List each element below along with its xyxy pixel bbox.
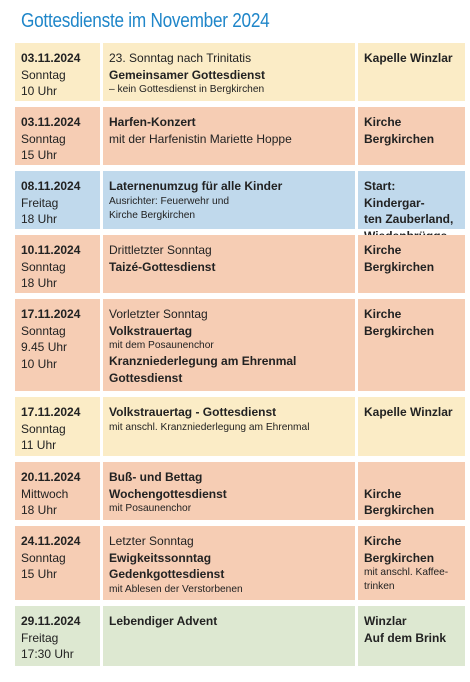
date-text: 08.11.2024 [21, 179, 81, 193]
location-text: Kirche [364, 486, 402, 501]
event-text: Letzter Sonntag [109, 534, 194, 548]
location-cell [358, 299, 465, 391]
table-row [15, 397, 465, 456]
date-detail: Sonntag [21, 421, 66, 436]
location-cell [358, 107, 465, 165]
location-text: Bergkirchen [364, 503, 435, 518]
event-text: Lebendiger Advent [109, 614, 218, 628]
event-text: Laternenumzug für alle Kinder [109, 179, 283, 193]
event-text: Vorletzter Sonntag [109, 307, 208, 321]
event-text: Wochengottesdienst [109, 486, 227, 501]
event-cell [103, 462, 358, 520]
date-detail: 17:30 Uhr [21, 647, 74, 662]
event-cell [103, 606, 358, 666]
location-text: Kirche [364, 534, 402, 548]
date-detail: Sonntag [21, 131, 66, 146]
date-text: 10.11.2024 [21, 243, 81, 257]
date-detail: Sonntag [21, 323, 66, 338]
location-cell [358, 43, 465, 101]
location-cell [358, 606, 465, 666]
table-row [15, 171, 465, 229]
location-text: Auf dem Brink [364, 630, 447, 645]
date-detail: 15 Uhr [21, 148, 58, 163]
event-text: mit der Harfenistin Mariette Hoppe [109, 131, 292, 146]
date-detail: Freitag [21, 195, 59, 210]
event-cell [103, 397, 358, 456]
date-text: 03.11.2024 [21, 115, 81, 129]
table-row [15, 107, 465, 165]
location-text: Kirche [364, 243, 402, 257]
event-text: Volkstrauertag [109, 323, 193, 338]
date-text: 20.11.2024 [21, 470, 81, 484]
event-text: – kein Gottesdienst in Bergkirchen [109, 84, 265, 96]
date-detail: Sonntag [21, 259, 66, 274]
date-cell [15, 171, 103, 229]
date-detail: Freitag [21, 630, 59, 645]
event-cell [103, 526, 358, 600]
date-text: 03.11.2024 [21, 51, 81, 65]
services-table [15, 43, 465, 672]
table-row [15, 526, 465, 600]
date-cell [15, 43, 103, 101]
date-detail: 11 Uhr [21, 438, 57, 453]
table-row [15, 606, 465, 666]
location-text: Bergkirchen [364, 550, 435, 565]
event-text: Ausrichter: Feuerwehr und [109, 195, 230, 207]
location-text: Bergkirchen [364, 259, 435, 274]
location-text [364, 469, 459, 486]
location-text: Bergkirchen [364, 131, 435, 146]
date-cell [15, 526, 103, 600]
event-text: Harfen-Konzert [109, 115, 196, 129]
location-text: Bergkirchen [364, 323, 435, 338]
date-detail: Sonntag [21, 550, 66, 565]
date-cell [15, 107, 103, 165]
table-row [15, 462, 465, 520]
table-row [15, 43, 465, 101]
location-text: Kapelle Winzlar [364, 51, 453, 65]
table-row [15, 299, 465, 391]
location-text: ten Zauberland, [364, 212, 454, 227]
date-detail: 15 Uhr [21, 567, 58, 582]
location-text: Winzlar [364, 614, 407, 628]
table-row [15, 235, 465, 293]
event-text: Taizé-Gottesdienst [109, 259, 216, 274]
event-text: Kranzniederlegung am Ehrenmal [109, 354, 297, 369]
location-text: Kirche [364, 307, 402, 321]
location-cell [358, 171, 465, 229]
date-detail: 18 Uhr [21, 503, 58, 518]
event-cell [103, 107, 358, 165]
event-text: Gottesdienst [109, 370, 183, 385]
location-text: trinken [364, 581, 395, 593]
event-text: mit Ablesen der Verstorbenen [109, 583, 243, 595]
event-text: Kirche Bergkirchen [109, 209, 196, 221]
date-text: 17.11.2024 [21, 307, 81, 321]
location-text: mit anschl. Kaffee- [364, 567, 449, 579]
location-text: Kapelle Winzlar [364, 405, 453, 419]
date-detail: 10 Uhr [21, 84, 58, 99]
date-detail: 18 Uhr [21, 276, 58, 291]
location-cell [358, 397, 465, 456]
event-text: Buß- und Bettag [109, 470, 203, 484]
event-text: mit anschl. Kranzniederlegung am Ehrenmal [109, 421, 310, 433]
event-text: mit dem Posaunenchor [109, 340, 214, 352]
date-text: 24.11.2024 [21, 534, 81, 548]
date-detail: Sonntag [21, 67, 66, 82]
location-cell [358, 235, 465, 293]
event-text: 23. Sonntag nach Trinitatis [109, 51, 252, 65]
date-cell [15, 462, 103, 520]
date-detail: 18 Uhr [21, 212, 58, 227]
event-cell [103, 235, 358, 293]
event-text: Gemeinsamer Gottesdienst [109, 67, 266, 82]
location-text: Kirche [364, 115, 402, 129]
date-cell [15, 397, 103, 456]
event-text: mit Posaunenchor [109, 503, 192, 515]
page-title: Gottesdienste im November 2024 [21, 10, 270, 32]
location-cell [358, 462, 465, 520]
event-cell [103, 171, 358, 229]
event-text: Gedenkgottesdienst [109, 567, 225, 582]
date-text: 29.11.2024 [21, 614, 81, 628]
event-text: Volkstrauertag - Gottesdienst [109, 405, 277, 419]
date-cell [15, 299, 103, 391]
event-text: Drittletzter Sonntag [109, 243, 212, 257]
event-text: Ewigkeitssonntag [109, 550, 212, 565]
location-text: Start: Kindergar- [364, 179, 425, 210]
date-detail: 10 Uhr [21, 356, 58, 371]
event-cell [103, 43, 358, 101]
date-text: 17.11.2024 [21, 405, 81, 419]
date-cell [15, 606, 103, 666]
location-cell [358, 526, 465, 600]
date-cell [15, 235, 103, 293]
event-cell [103, 299, 358, 391]
date-detail: 9.45 Uhr [21, 340, 68, 355]
date-detail: Mittwoch [21, 486, 69, 501]
